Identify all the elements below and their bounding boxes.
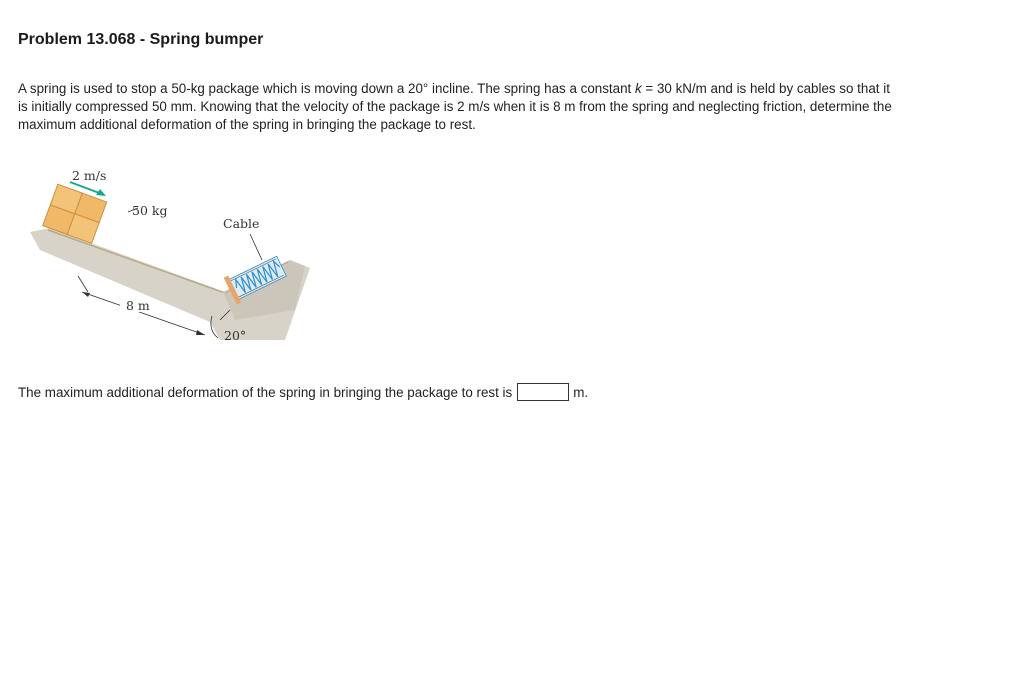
answer-prompt: The maximum additional deformation of the spring in bringing the package to rest is xyxy=(18,384,513,400)
problem-title: Problem 13.068 - Spring bumper xyxy=(18,31,264,48)
mass-label: 50 kg xyxy=(132,203,168,218)
dimension-extension xyxy=(78,276,88,292)
answer-row xyxy=(18,383,588,401)
spring-constant-variable: k xyxy=(634,81,642,96)
statement-part-2: = 30 kN/m and is held by cables so that it is initially compressed 50 mm. Knowing that the velocity of the package is 2 m/s when it is 8 m from the spring and neglecting friction, determine the maximum additional deformation of the spring in bringing the package to rest. xyxy=(18,81,892,132)
statement-part-1: A spring is used to stop a 50-kg package which is moving down a 20° incline. The spring has a constant xyxy=(18,81,635,96)
cable-label: Cable xyxy=(223,216,260,231)
figure-svg xyxy=(20,160,320,350)
answer-unit: m. xyxy=(573,384,589,400)
velocity-label: 2 m/s xyxy=(72,168,107,183)
distance-label: 8 m xyxy=(126,298,150,313)
spring-bumper-figure xyxy=(20,160,320,350)
cable-leader xyxy=(250,234,262,260)
problem-statement xyxy=(18,80,898,134)
answer-input[interactable] xyxy=(517,383,569,401)
angle-label: 20° xyxy=(224,328,247,343)
